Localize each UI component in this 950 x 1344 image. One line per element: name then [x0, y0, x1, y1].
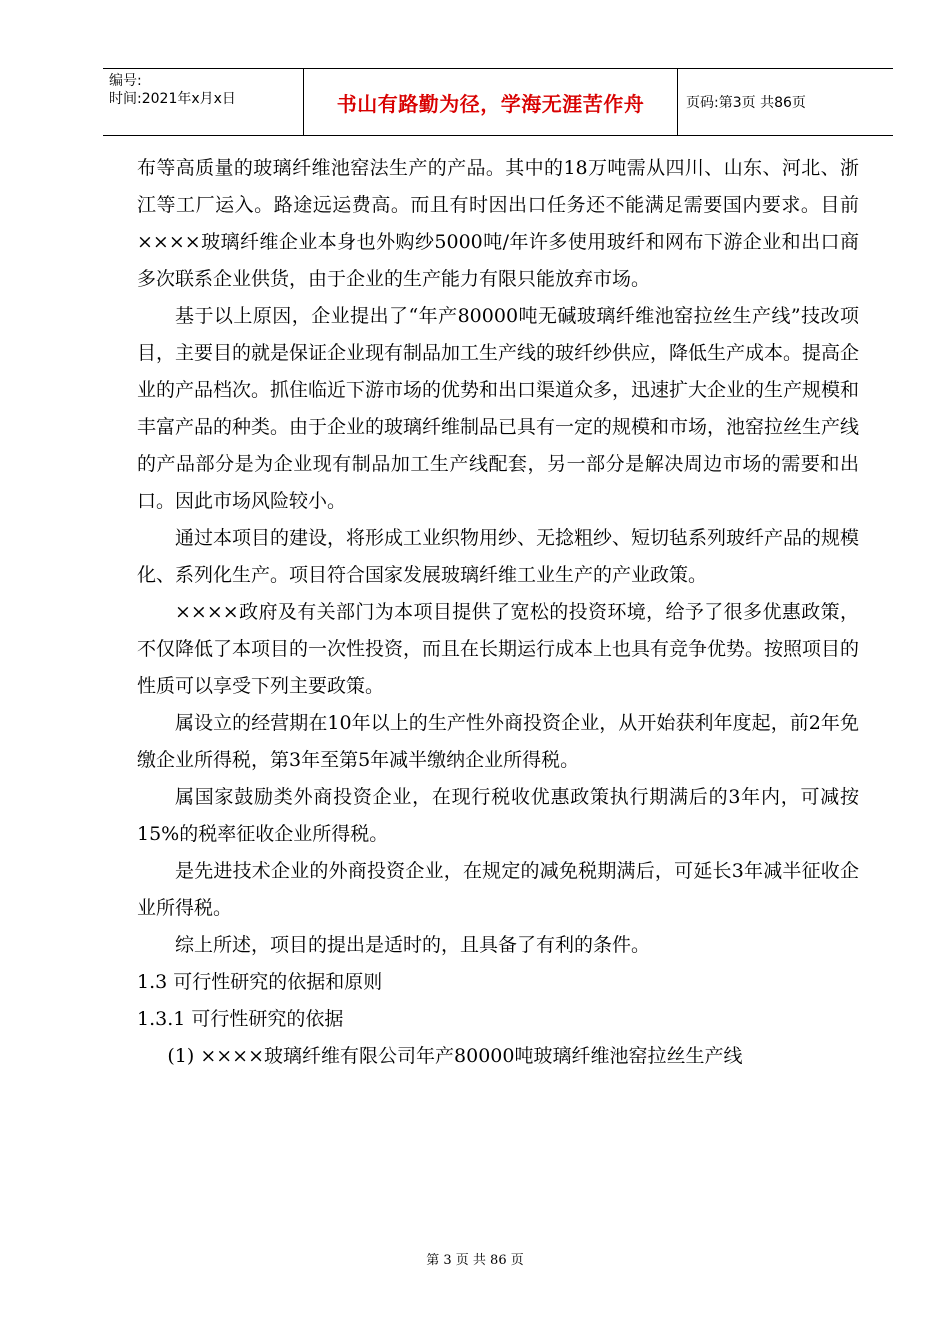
list-item: (1) ××××玻璃纤维有限公司年产80000吨玻璃纤维池窑拉丝生产线	[167, 1045, 743, 1067]
header-motto: 书山有路勤为径，学海无涯苦作舟	[304, 69, 678, 135]
body-paragraph: 通过本项目的建设，将形成工业织物用纱、无捻粗纱、短切毡系列玻纤产品的规模化、系列化生产。项目符合国家发展玻璃纤维工业生产的产业政策。	[137, 527, 860, 586]
body-paragraph: 是先进技术企业的外商投资企业，在规定的减免税期满后，可延长3年减半征收企业所得税。	[137, 860, 859, 919]
body-paragraph: 属设立的经营期在10年以上的生产性外商投资企业，从开始获利年度起，前2年免缴企业所得税，第3年至第5年减半缴纳企业所得税。	[137, 712, 859, 771]
header-left-cell	[103, 69, 304, 135]
subsection-heading: 1.3.1 可行性研究的依据	[137, 1008, 344, 1030]
document-body	[137, 150, 859, 1075]
body-paragraph: 属国家鼓励类外商投资企业，在现行税收优惠政策执行期满后的3年内，可减按15%的税率征收企业所得税。	[137, 786, 859, 845]
section-heading: 1.3 可行性研究的依据和原则	[137, 971, 383, 993]
header-page-label: 页码:第3页 共86页	[686, 95, 806, 111]
page-header	[103, 68, 893, 136]
document-time-label: 时间:2021年x月x日	[109, 91, 236, 107]
document-number-label: 编号:	[109, 73, 142, 89]
body-paragraph: 综上所述，项目的提出是适时的，且具备了有利的条件。	[175, 934, 651, 956]
body-paragraph: 基于以上原因，企业提出了“年产80000吨无碱玻璃纤维池窑拉丝生产线”技改项目，主要目的就是保证企业现有制品加工生产线的玻纤纱供应，降低生产成本。提高企业的产品档次。抓住临近下游市场的优势和出口渠道众多，迅速扩大企业的生产规模和丰富产品的种类。由于企业的玻璃纤维制品已具有一定的规模和市场，池窑拉丝生产线的产品部分是为企业现有制品加工生产线配套，另一部分是解决周边市场的需要和出口。因此市场风险较小。	[137, 305, 860, 512]
body-paragraph: 布等高质量的玻璃纤维池窑法生产的产品。其中的18万吨需从四川、山东、河北、浙江等工厂运入。路途远运费高。而且有时因出口任务还不能满足需要国内要求。目前××××玻璃纤维企业本身也外购纱5000吨/年许多使用玻纤和网布下游企业和出口商多次联系企业供货，由于企业的生产能力有限只能放弃市场。	[137, 157, 859, 290]
body-paragraph: ××××政府及有关部门为本项目提供了宽松的投资环境，给予了很多优惠政策，不仅降低了本项目的一次性投资，而且在长期运行成本上也具有竞争优势。按照项目的性质可以享受下列主要政策。	[137, 601, 860, 697]
page-footer: 第 3 页 共 86 页	[426, 1253, 524, 1268]
